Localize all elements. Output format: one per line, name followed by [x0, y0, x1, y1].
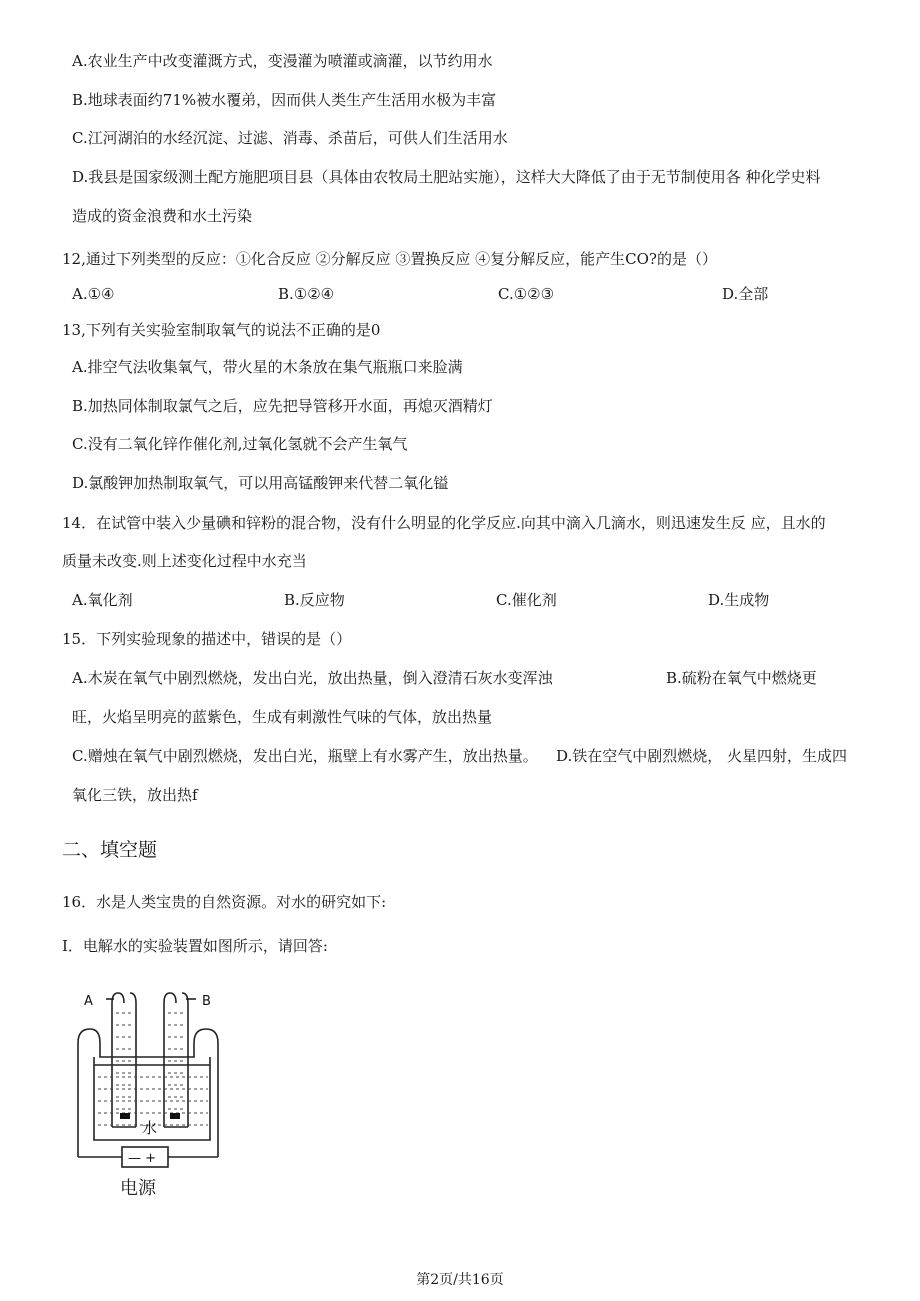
- q13-option-c: C.没有二氧化锌作催化剂,过氧化氢就不会产生氧气: [72, 435, 408, 453]
- q11-option-a: A.农业生产中改变灌溉方式，变漫灌为喷灌或滴灌，以节约用水: [72, 52, 493, 70]
- q15-option-b-cont: 旺，火焰呈明亮的蓝紫色，生成有刺激性气味的气体，放出热量: [72, 708, 493, 726]
- water-label: 水: [142, 1119, 158, 1137]
- q11-option-b: B.地球表面约71%被水覆弟，因而供人类生产生活用水极为丰富: [72, 91, 497, 109]
- section-heading: 二、填空题: [62, 839, 158, 861]
- q11-option-c: C.江河湖泊的水经沉淀、过滤、消毒、杀苗后，可供人们生活用水: [72, 129, 508, 147]
- q16-part1: I．电解水的实验装置如图所示，请回答:: [62, 937, 328, 955]
- q13-option-b: B.加热同体制取氯气之后，应先把导管移开水面，再熄灭酒精灯: [72, 397, 493, 415]
- q14-option-b: B.反应物: [284, 591, 345, 609]
- q13-stem: 13,下列有关实验室制取氧气的说法不正确的是0: [62, 321, 381, 339]
- q11-option-d-cont: 造成的资金浪费和水土污染: [72, 207, 253, 225]
- q15-option-a: A.木炭在氧气中剧烈燃烧，发出白光，放出热量，倒入澄清石灰水变浑浊: [72, 669, 553, 687]
- q12-option-b: B.①②④: [278, 285, 335, 303]
- q12-stem: 12,通过下列类型的反应：①化合反应 ②分解反应 ③置换反应 ④复分解反应，能产生CO?的是（）: [62, 250, 717, 268]
- q14-option-d: D.生成物: [708, 591, 770, 609]
- q14-stem: 14．在试管中装入少量碘和锌粉的混合物，没有什么明显的化学反应.向其中滴入几滴水，则迅速发生反 应，且水的: [62, 514, 826, 532]
- q11-option-d: D.我县是国家级测土配方施肥项目县（具体由农牧局土肥站实施），这样大大降低了由于无节制使用各 种化学史料: [72, 168, 821, 186]
- q15-stem: 15．下列实验现象的描述中，错误的是（）: [62, 630, 352, 648]
- q14-option-c: C.催化剂: [496, 591, 557, 609]
- q12-option-d: D.全部: [722, 285, 769, 303]
- q15-option-d: D.铁在空气中剧烈燃烧， 火星四射，生成四: [556, 747, 848, 765]
- q14-stem-cont: 质量未改变.则上述变化过程中水充当: [62, 552, 307, 570]
- figure-caption: 电源: [120, 1178, 156, 1199]
- electrolysis-apparatus-figure: [70, 985, 240, 1175]
- q15-option-c: C.赠烛在氧气中剧烈燃烧，发出白光，瓶壁上有水雾产生，放出热量。: [72, 747, 538, 765]
- q13-option-d: D.氯酸钾加热制取氧气，可以用高锰酸钾来代替二氧化镒: [72, 474, 449, 492]
- page-footer: 第2页/共16页: [416, 1272, 504, 1288]
- q12-option-a: A.①④: [72, 285, 115, 303]
- q12-option-c: C.①②③: [498, 285, 555, 303]
- battery-polarity-label: — +: [128, 1151, 157, 1166]
- q16-stem: 16．水是人类宝贵的自然资源。对水的研究如下:: [62, 893, 387, 911]
- q15-option-b: B.硫粉在氧气中燃烧更: [666, 669, 817, 687]
- q13-option-a: A.排空气法收集氧气，带火星的木条放在集气瓶瓶口来脸满: [72, 358, 463, 376]
- electrode-label-b: B: [202, 994, 211, 1009]
- q15-option-d-cont: 氧化三铁，放出热f: [72, 786, 198, 804]
- electrode-label-a: A: [84, 994, 93, 1009]
- q14-option-a: A.氧化剂: [72, 591, 133, 609]
